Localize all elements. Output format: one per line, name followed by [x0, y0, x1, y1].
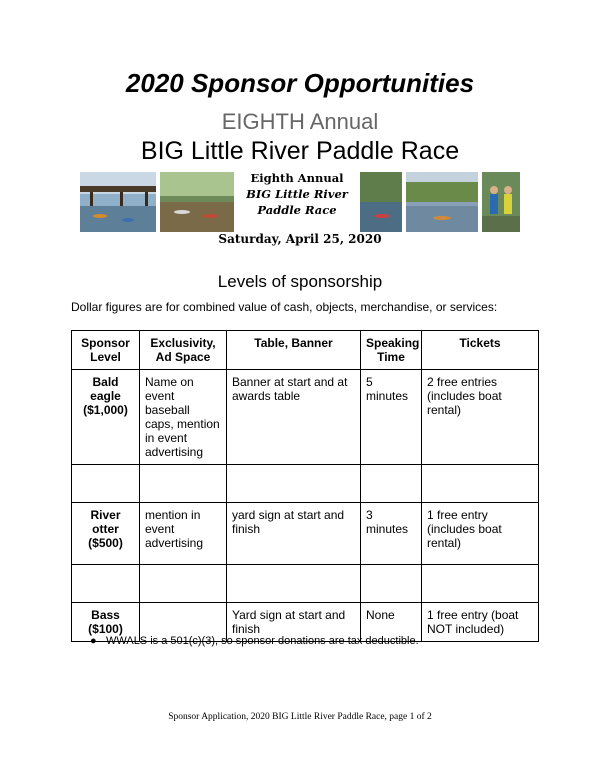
- banner-cell: [227, 465, 361, 503]
- banner-cell: yard sign at start and finish: [227, 503, 361, 565]
- exclusivity-cell: Name on event baseball caps, mention in event advertising: [140, 370, 227, 465]
- race-name: BIG Little River Paddle Race: [140, 137, 460, 165]
- banner-line-1: Eighth Annual: [250, 171, 344, 185]
- page-footer: Sponsor Application, 2020 BIG Little River Paddle Race, page 1 of 2: [168, 712, 432, 722]
- exclusivity-cell: [140, 565, 227, 603]
- header-sponsor-level: Sponsor Level: [72, 331, 140, 370]
- photo-river-bank: [406, 172, 478, 232]
- level-cell: [72, 565, 140, 603]
- sponsorship-table: [71, 330, 539, 642]
- level-cell: Bass ($100): [72, 603, 140, 642]
- banner-line-2: BIG Little River: [246, 187, 348, 201]
- level-cell: Bald eagle ($1,000): [72, 370, 140, 465]
- tickets-cell: [422, 465, 539, 503]
- banner-cell: [227, 565, 361, 603]
- table-row: [72, 565, 539, 603]
- banner-cell: Yard sign at start and finish: [227, 603, 361, 642]
- header-speaking-time: Speaking Time: [361, 331, 422, 370]
- photo-kayaker: [360, 172, 402, 232]
- photo-paddlers-group: [482, 172, 520, 232]
- banner-cell: Banner at start and at awards table: [227, 370, 361, 465]
- speaking-cell: None: [361, 603, 422, 642]
- exclusivity-cell: mention in event advertising: [140, 503, 227, 565]
- tax-note-text: WWALS is a 501(c)(3), so sponsor donations are tax deductible.: [106, 635, 419, 647]
- event-banner: [80, 168, 520, 250]
- tickets-cell: 1 free entry (boat NOT included): [422, 603, 539, 642]
- bullet-icon: ●: [90, 635, 97, 647]
- header-exclusivity: Exclusivity, Ad Space: [140, 331, 227, 370]
- banner-line-3: Paddle Race: [257, 203, 337, 217]
- speaking-cell: [361, 565, 422, 603]
- table-header-row: [72, 331, 539, 370]
- tickets-cell: 2 free entries (includes boat rental): [422, 370, 539, 465]
- tickets-cell: 1 free entry (includes boat rental): [422, 503, 539, 565]
- table-row: [72, 370, 539, 465]
- banner-text: [238, 170, 356, 218]
- tickets-cell: [422, 565, 539, 603]
- level-cell: River otter ($500): [72, 503, 140, 565]
- speaking-cell: 5 minutes: [361, 370, 422, 465]
- photo-paddlers-river: [160, 172, 234, 232]
- levels-heading: Levels of sponsorship: [217, 272, 383, 291]
- event-subtitle: EIGHTH Annual: [221, 109, 379, 134]
- level-cell: [72, 465, 140, 503]
- page-title: 2020 Sponsor Opportunities: [125, 68, 475, 98]
- speaking-cell: 3 minutes: [361, 503, 422, 565]
- exclusivity-cell: [140, 465, 227, 503]
- header-tickets: Tickets: [422, 331, 539, 370]
- speaking-cell: [361, 465, 422, 503]
- event-date: Saturday, April 25, 2020: [218, 232, 382, 246]
- intro-text: Dollar figures are for combined value of cash, objects, merchandise, or services:: [71, 300, 498, 314]
- header-table-banner: Table, Banner: [227, 331, 361, 370]
- table-row: [72, 503, 539, 565]
- table-row: [72, 465, 539, 503]
- photo-bridge-kayaks: [80, 172, 156, 232]
- tax-note: [90, 635, 419, 647]
